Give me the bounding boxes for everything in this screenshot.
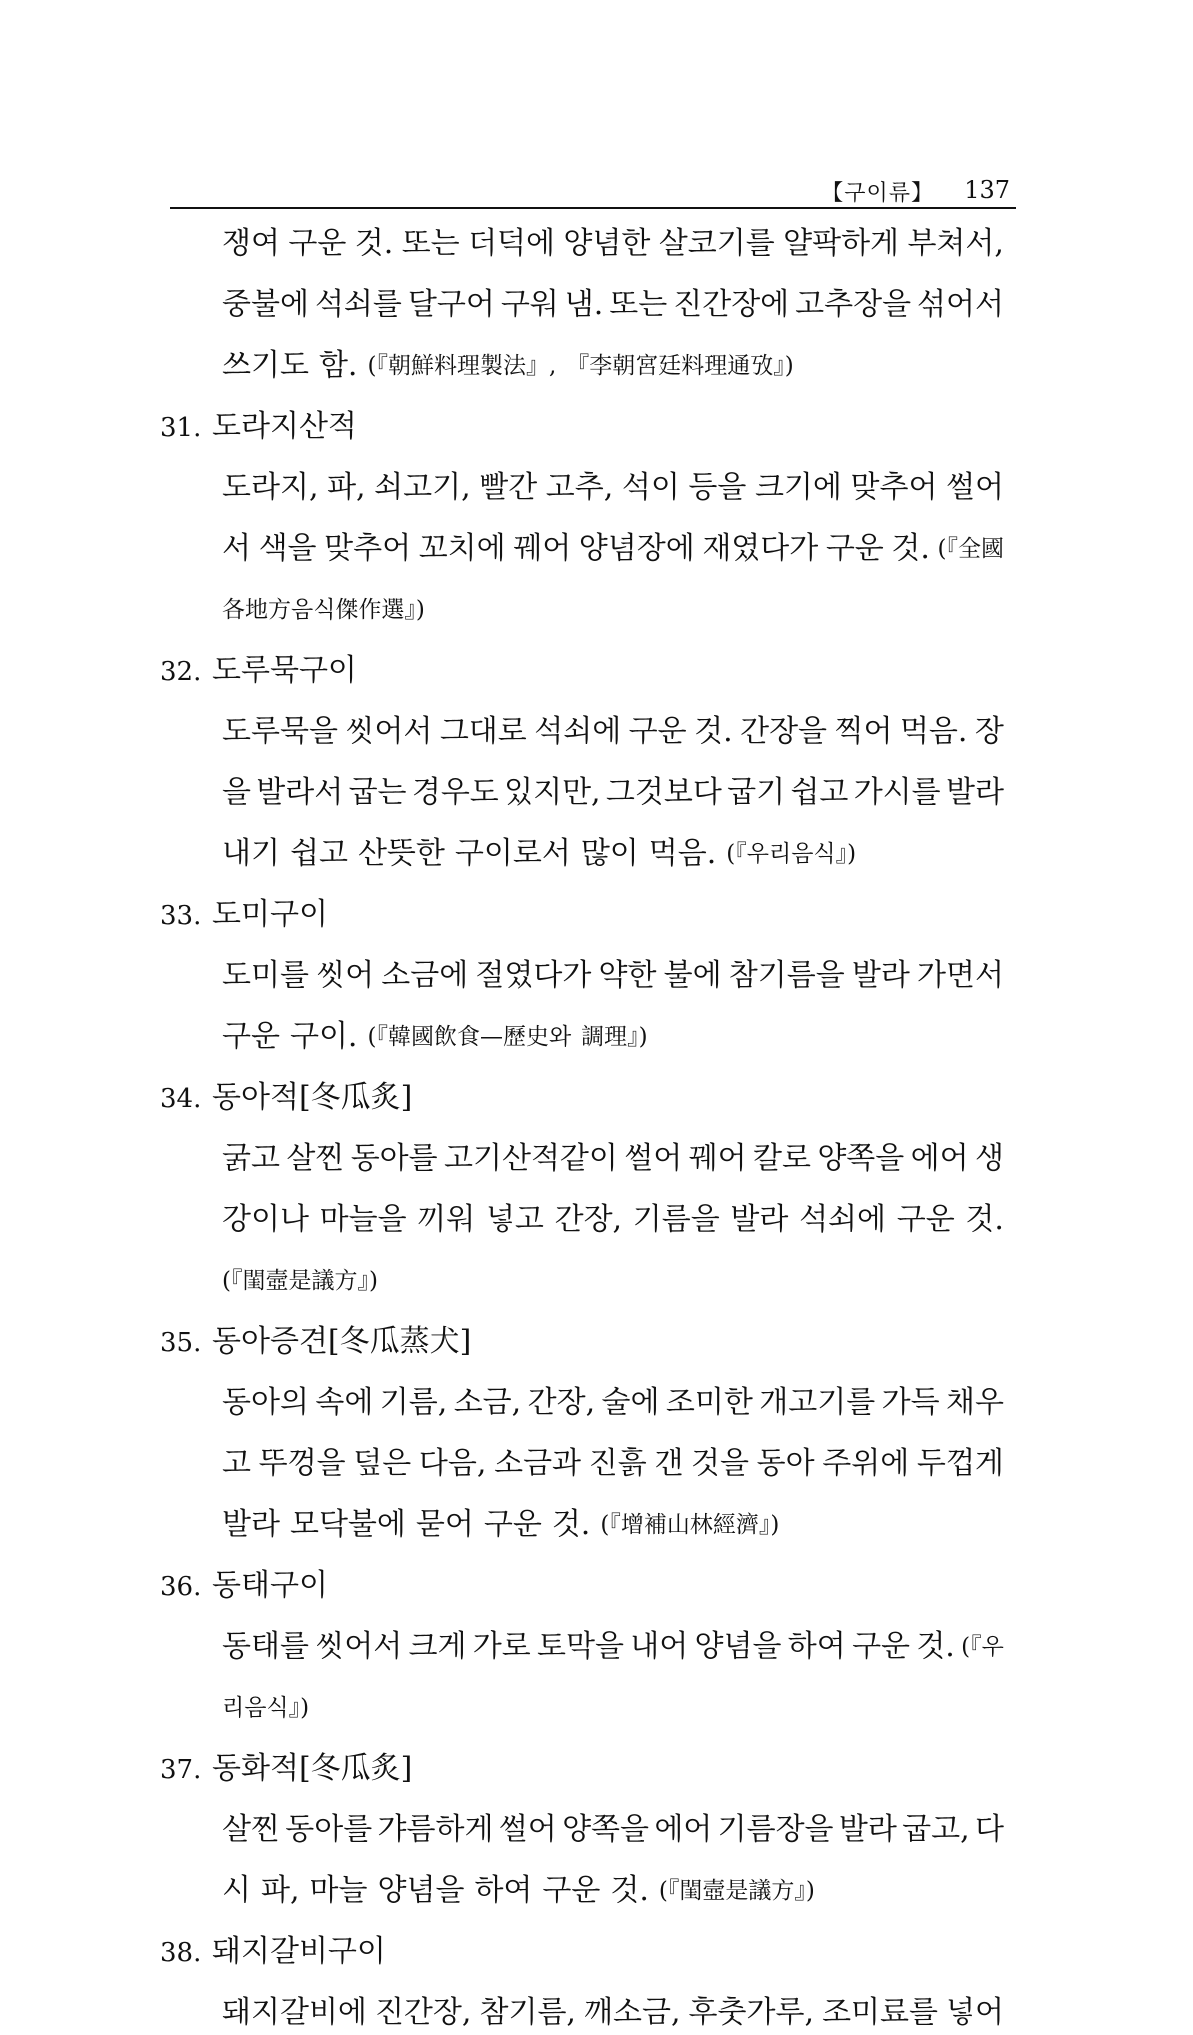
entry-title: 도루묵구이: [212, 653, 357, 688]
entry-text-line: 도라지, 파, 쇠고기, 빨간 고추, 석이 등을 크기에 맞추어 썰어: [222, 470, 1004, 505]
entry-title: 동태구이: [212, 1568, 328, 1603]
entry-heading: [160, 1747, 412, 1791]
continuation-line: 중불에 석쇠를 달구어 구워 냄. 또는 진간장에 고추장을 섞어서: [222, 287, 1004, 322]
entry-text-line: 살찐 동아를 갸름하게 썰어 양쪽을 에어 기름장을 발라 굽고, 다: [222, 1812, 1004, 1847]
entry-text-line: 굵고 살찐 동아를 고기산적같이 썰어 꿰어 칼로 양쪽을 에어 생: [222, 1141, 1004, 1176]
entry-heading: [160, 649, 357, 693]
entry-title: 도라지산적: [212, 409, 357, 444]
entry-number: 36.: [160, 1572, 202, 1602]
entry-number: 31.: [160, 413, 202, 443]
entry-title: 돼지갈비구이: [212, 1934, 386, 1969]
entry-text-line: 발라 모닥불에 묻어 구운 것. (『增補山林經濟』): [222, 1507, 780, 1542]
continuation-line: 쓰기도 함. (『朝鮮料理製法』, 『李朝宮廷料理通攷』): [222, 348, 794, 383]
entry-title: 동화적[冬瓜炙]: [212, 1751, 413, 1786]
entry-text-line: 도미를 씻어 소금에 절였다가 약한 불에 참기름을 발라 가면서: [222, 958, 1004, 993]
entry-number: 37.: [160, 1755, 202, 1785]
entry-heading: [160, 1320, 471, 1364]
entry-heading: [160, 1564, 328, 1608]
entry-text-line: 강이나 마늘을 끼워 넣고 간장, 기름을 발라 석쇠에 구운 것.: [222, 1202, 1004, 1237]
entry-title: 동아증견[冬瓜蒸犬]: [212, 1324, 472, 1359]
entry-title: 동아적[冬瓜炙]: [212, 1080, 413, 1115]
entry-heading: [160, 1076, 412, 1120]
entry-number: 34.: [160, 1084, 202, 1114]
entry-text-line: 도루묵을 씻어서 그대로 석쇠에 구운 것. 간장을 찍어 먹음. 장: [222, 714, 1004, 749]
entry-text-line: 내기 쉽고 산뜻한 구이로서 많이 먹음. (『우리음식』): [222, 836, 857, 871]
entry-number: 33.: [160, 901, 202, 931]
entry-text-line: 리음식』): [222, 1695, 310, 1721]
entry-number: 35.: [160, 1328, 202, 1358]
entry-text-line: 구운 구이. (『韓國飲食—歷史와 調理』): [222, 1019, 648, 1054]
entry-text-line: 고 뚜껑을 덮은 다음, 소금과 진흙 갠 것을 동아 주위에 두껍게: [222, 1446, 1004, 1481]
header-rule: [170, 207, 1016, 209]
section-title: 【구이류】: [821, 181, 934, 206]
entry-text-line: 동아의 속에 기름, 소금, 간장, 술에 조미한 개고기를 가득 채우: [222, 1385, 1004, 1420]
entry-text-line: 을 발라서 굽는 경우도 있지만, 그것보다 굽기 쉽고 가시를 발라: [222, 775, 1004, 810]
entry-text-line: 서 색을 맞추어 꼬치에 꿰어 양념장에 재였다가 구운 것. (『全國: [222, 531, 1004, 566]
entry-heading: [160, 405, 357, 449]
entry-number: 32.: [160, 657, 202, 687]
running-header: [170, 170, 1016, 210]
entry-heading: [160, 1930, 386, 1974]
entry-text-line: 各地方음식傑作選』): [222, 597, 425, 623]
continuation-line: 쟁여 구운 것. 또는 더덕에 양념한 살코기를 얄팍하게 부쳐서,: [222, 226, 1004, 261]
entry-text-line: 시 파, 마늘 양념을 하여 구운 것. (『閨壼是議方』): [222, 1873, 815, 1908]
entry-text-line: 돼지갈비에 진간장, 참기름, 깨소금, 후춧가루, 조미료를 넣어: [222, 1995, 1004, 2030]
entry-heading: [160, 893, 328, 937]
entry-title: 도미구이: [212, 897, 328, 932]
entry-text-line: (『閨壼是議方』): [222, 1268, 378, 1294]
entry-text-line: 동태를 씻어서 크게 가로 토막을 내어 양념을 하여 구운 것. (『우: [222, 1629, 1004, 1664]
entry-number: 38.: [160, 1938, 202, 1968]
page-number: 137: [964, 176, 1010, 204]
